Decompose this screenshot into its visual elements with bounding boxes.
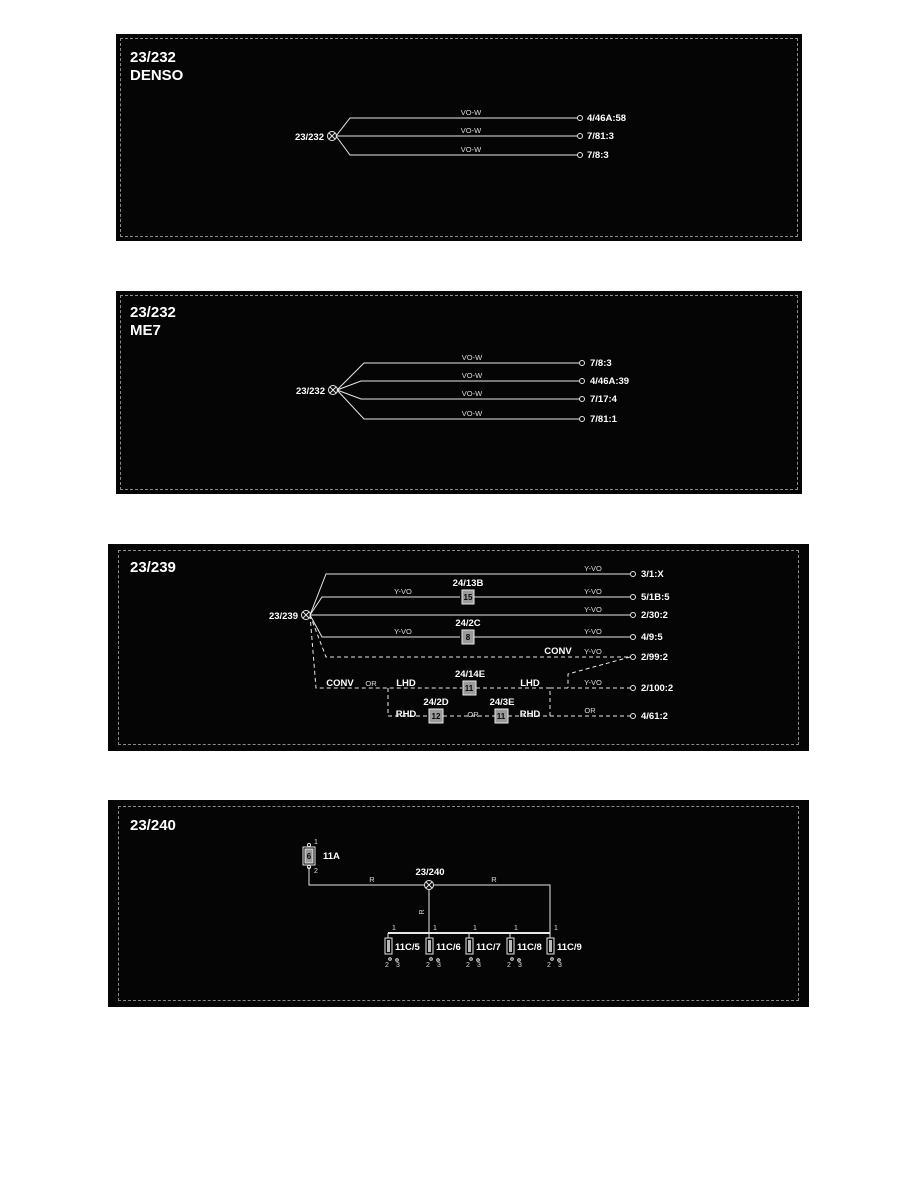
connector-pin-top: 1	[433, 925, 437, 932]
connector-24-2c	[462, 630, 474, 644]
destination-label: 5/1B:5	[641, 592, 670, 603]
wire-color-label: Y-VO	[584, 678, 602, 687]
connector-pin-bottom: 2	[466, 962, 470, 969]
wire-color-label: OR	[365, 679, 377, 688]
terminal	[580, 397, 585, 402]
connector-label: 24/3E	[489, 697, 515, 708]
wire-3	[336, 136, 577, 155]
terminal	[631, 686, 636, 691]
connector-24-3e	[495, 709, 508, 723]
destination-label: 4/46A:58	[587, 113, 627, 124]
terminal	[580, 417, 585, 422]
splice-node	[425, 881, 434, 890]
connector-pin: 15	[463, 593, 473, 602]
destination-label: 4/9:5	[641, 632, 663, 643]
wiring-diagram	[116, 291, 802, 494]
terminal	[578, 153, 583, 158]
terminal	[578, 116, 583, 121]
wire-color-label: Y-VO	[584, 564, 602, 573]
destination-label: 4/61:2	[641, 711, 668, 722]
panel-title-line-2: DENSO	[130, 67, 184, 84]
wire-to-fuse	[309, 867, 425, 885]
fuse-label: 11A	[323, 851, 340, 862]
panel-23-239	[108, 544, 809, 751]
connector-11c-6	[426, 925, 461, 969]
panel-title-line-1: 23/232	[130, 304, 176, 321]
terminal	[631, 595, 636, 600]
connector-pin: 11	[464, 684, 474, 693]
connector-pin-bottom: 3	[437, 962, 441, 969]
destination-label: 2/99:2	[641, 652, 668, 663]
destination-label: 7/17:4	[590, 394, 617, 405]
destination-label: 2/100:2	[641, 683, 674, 694]
wire-color-label: Y-VO	[584, 627, 602, 636]
connector-pin-bottom: 2	[385, 962, 389, 969]
connector-24-13b	[462, 590, 474, 604]
panel-23-240	[108, 800, 809, 1007]
panel-title-line-1: 23/239	[130, 559, 176, 576]
splice-node-label: 23/239	[268, 611, 298, 622]
wire-color-label: R	[419, 909, 426, 915]
wire-color-label: Y-VO	[584, 587, 602, 596]
wire-color-label: VO-W	[460, 126, 482, 135]
wire-color-label: Y-VO	[394, 587, 412, 596]
terminal	[578, 134, 583, 139]
connector-pin: 12	[431, 712, 441, 721]
destination-label: 7/81:3	[587, 131, 614, 142]
variant-label: RHD	[519, 709, 541, 720]
wire-right	[433, 885, 550, 933]
connector-pin-bottom: 3	[558, 962, 562, 969]
terminal	[631, 635, 636, 640]
connector-11c-8	[507, 925, 542, 969]
wire-2	[337, 381, 579, 390]
wire-color-label: VO-W	[461, 409, 483, 418]
connector-label: 24/2D	[423, 697, 449, 708]
connector-pin-top: 1	[554, 925, 558, 932]
panel-title-line-2: ME7	[130, 322, 161, 339]
terminal	[580, 361, 585, 366]
connector-pin-bottom: 3	[477, 962, 481, 969]
connector-pin-bottom: 2	[426, 962, 430, 969]
panel-23-232-denso	[116, 34, 802, 241]
variant-label: LHD	[520, 678, 540, 689]
connector-pin-top: 1	[514, 925, 518, 932]
connector-label: 24/2C	[455, 618, 481, 629]
wire-color-label: Y-VO	[584, 647, 602, 656]
connector-label: 11C/6	[436, 942, 461, 953]
destination-label: 3/1:X	[641, 569, 664, 580]
wiring-diagram	[108, 544, 809, 751]
fuse-pin: 6	[306, 852, 312, 861]
wire-color-label: OR	[584, 706, 596, 715]
splice-node-label: 23/232	[294, 132, 324, 143]
terminal	[631, 572, 636, 577]
connector-label: 11C/9	[557, 942, 582, 953]
variant-label: LHD	[396, 678, 416, 689]
fuse-pin-bottom: 2	[314, 868, 318, 875]
panel-title-line-1: 23/240	[130, 817, 176, 834]
wiring-diagram	[108, 800, 809, 1007]
connector-pin-top: 1	[392, 925, 396, 932]
splice-node-label: 23/240	[415, 867, 445, 878]
wire-color-label: R	[491, 875, 497, 884]
connector-label: 11C/7	[476, 942, 501, 953]
destination-label: 7/8:3	[590, 358, 612, 369]
connector-pin-bottom: 3	[518, 962, 522, 969]
terminal	[631, 613, 636, 618]
connector-label: 11C/8	[517, 942, 542, 953]
wire-4	[337, 390, 579, 419]
wire-color-label: VO-W	[460, 108, 482, 117]
connector-24-14e	[463, 681, 476, 695]
terminal	[580, 379, 585, 384]
terminal	[631, 655, 636, 660]
wire-color-label: Y-VO	[584, 605, 602, 614]
wire-color-label: VO-W	[461, 353, 483, 362]
wire-color-label: VO-W	[460, 145, 482, 154]
splice-node-label: 23/232	[295, 386, 325, 397]
connector-11c-5	[385, 925, 421, 969]
connector-label: 24/14E	[454, 669, 486, 680]
splice-node	[302, 611, 311, 620]
variant-label: CONV	[544, 646, 572, 657]
wire-1	[337, 363, 579, 390]
fuse-11a	[303, 843, 315, 868]
splice-node	[329, 386, 338, 395]
terminal	[631, 714, 636, 719]
destination-label: 4/46A:39	[590, 376, 630, 387]
connector-pin-bottom: 3	[396, 962, 400, 969]
connector-label: 24/13B	[452, 578, 484, 589]
wire-color-label: VO-W	[461, 389, 483, 398]
connector-24-2d	[429, 709, 443, 723]
connector-11c-9	[547, 925, 582, 969]
variant-label: RHD	[395, 709, 417, 720]
wire-color-label: VO-W	[461, 371, 483, 380]
connector-pin-top: 1	[473, 925, 477, 932]
destination-label: 7/81:1	[590, 414, 617, 425]
destination-label: 2/30:2	[641, 610, 668, 621]
wire-color-label: Y-VO	[394, 627, 412, 636]
fuse-pin-top: 1	[314, 839, 318, 846]
variant-label: CONV	[326, 678, 354, 689]
connector-pin: 8	[465, 633, 471, 642]
wiring-diagram	[116, 34, 802, 241]
connector-11c-7	[466, 925, 501, 969]
wire-1	[336, 118, 577, 136]
wire-3	[337, 390, 579, 399]
connector-pin-bottom: 2	[507, 962, 511, 969]
splice-node	[328, 132, 337, 141]
destination-label: 7/8:3	[587, 150, 609, 161]
panel-23-232-me7	[116, 291, 802, 494]
connector-pin: 11	[496, 712, 506, 721]
panel-title-line-1: 23/232	[130, 49, 176, 66]
wire-color-label: R	[369, 875, 375, 884]
wire-color-label: OR	[467, 710, 479, 719]
connector-label: 11C/5	[395, 942, 420, 953]
connector-pin-bottom: 2	[547, 962, 551, 969]
